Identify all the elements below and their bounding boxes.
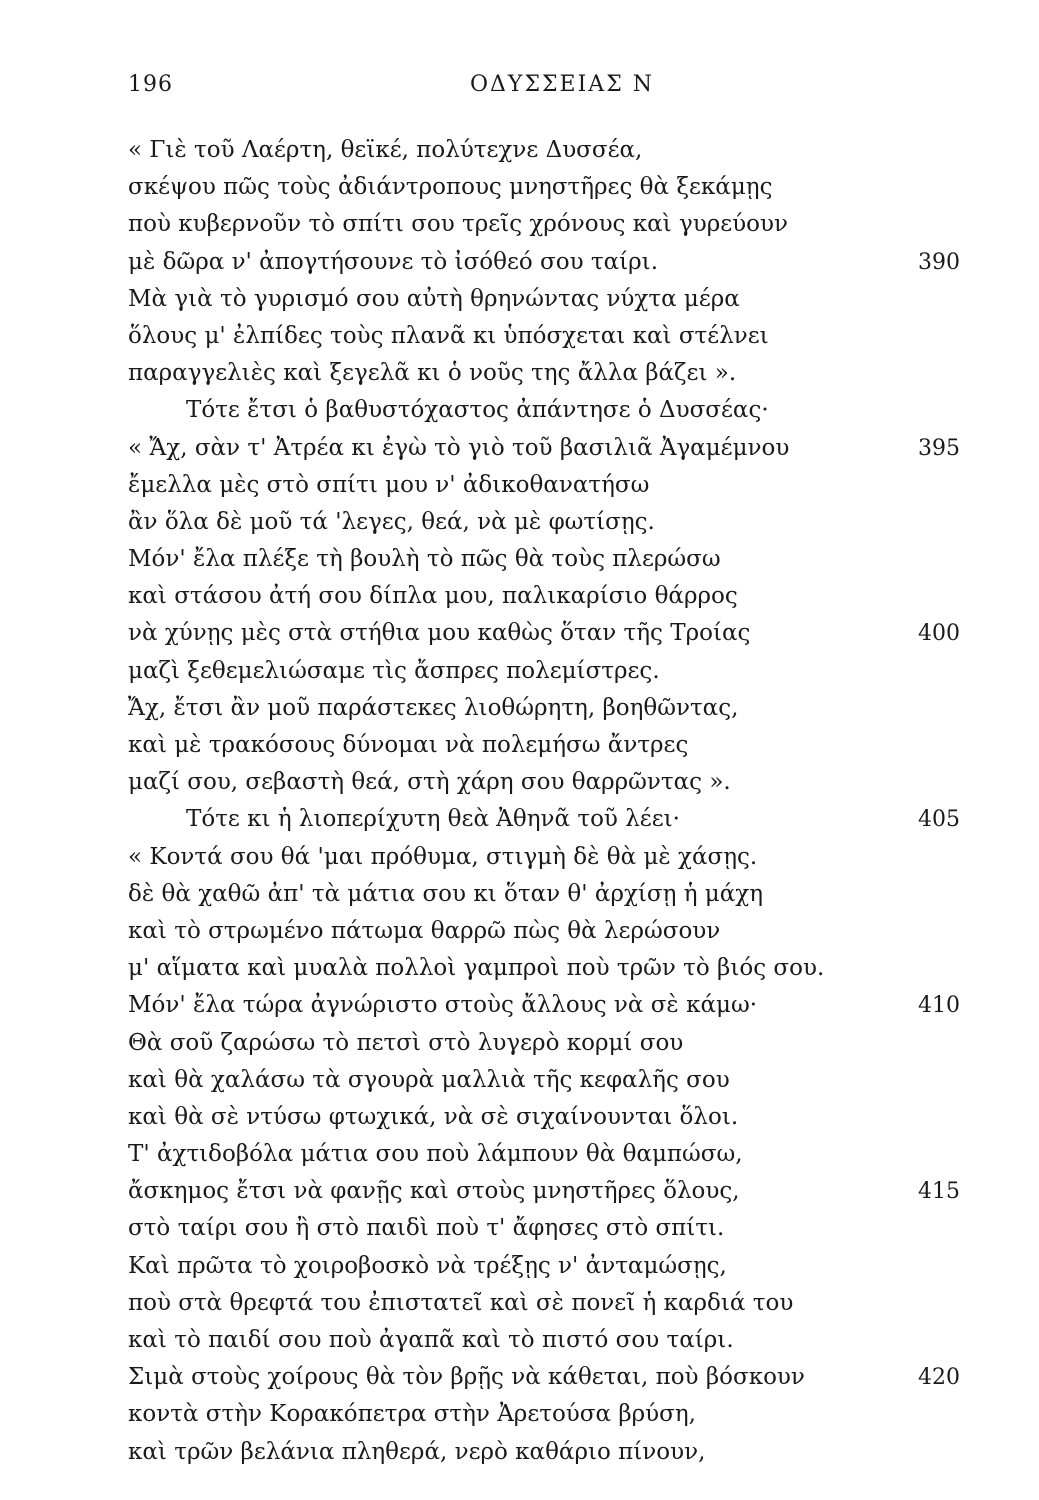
line-number: 390 bbox=[918, 249, 960, 275]
verse-text: καὶ τὸ στρωμένο πάτωμα θαρρῶ πὼς θὰ λερώσουν bbox=[128, 917, 721, 944]
verse-line bbox=[0, 392, 1039, 429]
verse-line bbox=[0, 504, 1039, 541]
verse-line bbox=[0, 355, 1039, 392]
verse-line bbox=[0, 690, 1039, 727]
verse-line bbox=[0, 169, 1039, 206]
verse-line bbox=[0, 1396, 1039, 1433]
verse-line bbox=[0, 1099, 1039, 1136]
verse-text: καὶ μὲ τρακόσους δύνομαι νὰ πολεμήσω ἄντρες bbox=[128, 732, 689, 758]
line-number: 395 bbox=[918, 435, 960, 461]
verse-line bbox=[0, 467, 1039, 504]
verse-line bbox=[0, 1210, 1039, 1247]
verse-text: ποὺ κυβερνοῦν τὸ σπίτι σου τρεῖς χρόνους καὶ γυρεύουν bbox=[128, 211, 788, 238]
verse-text: μαζί σου, σεβαστὴ θεά, στὴ χάρη σου θαρρῶντας ». bbox=[128, 769, 731, 796]
verse-text: καὶ θὰ σὲ ντύσω φτωχικά, νὰ σὲ σιχαίνουνται ὅλοι. bbox=[128, 1103, 739, 1130]
verse-text: « Κοντά σου θά 'μαι πρόθυμα, στιγμὴ δὲ θὰ μὲ χάσῃς. bbox=[128, 843, 758, 870]
line-number: 410 bbox=[918, 993, 960, 1019]
verse-line bbox=[0, 1136, 1039, 1173]
verse-text: ὅλους μ' ἐλπίδες τοὺς πλανᾶ κι ὑπόσχεται καὶ στέλνει bbox=[128, 322, 769, 349]
verse-text: ποὺ στὰ θρεφτά του ἐπιστατεῖ καὶ σὲ πονεῖ ἡ καρδιά του bbox=[128, 1289, 794, 1316]
verse-text: κοντὰ στὴν Κορακόπετρα στὴν Ἀρετούσα βρύση, bbox=[128, 1401, 696, 1428]
line-number: 400 bbox=[918, 621, 960, 647]
verse-line bbox=[0, 764, 1039, 801]
verse-text: Ἄχ, ἔτσι ἂν μοῦ παράστεκες λιοθώρητη, βοηθῶντας, bbox=[128, 694, 739, 721]
verse-text: ἄσκημος ἔτσι νὰ φανῇς καὶ στοὺς μνηστῆρες ὅλους, bbox=[128, 1178, 740, 1205]
verse-text: νὰ χύνῃς μὲς στὰ στήθια μου καθὼς ὅταν τῆς Τροίας bbox=[128, 620, 751, 647]
verse-text: μὲ δῶρα ν' ἀπογτήσουνε τὸ ἰσόθεό σου ταίρι. bbox=[128, 248, 658, 275]
verse-line bbox=[0, 1248, 1039, 1285]
verse-text: Μόν' ἔλα πλέξε τὴ βουλὴ τὸ πῶς θὰ τοὺς πλερώσω bbox=[128, 546, 721, 573]
running-head bbox=[0, 72, 1039, 106]
line-number: 405 bbox=[918, 807, 960, 833]
verse-text: καὶ στάσου ἀτή σου δίπλα μου, παλικαρίσιο θάρρος bbox=[128, 583, 738, 610]
verse-text: « Ἄχ, σὰν τ' Ἀτρέα κι ἐγὼ τὸ γιὸ τοῦ βασιλιᾶ Ἀγαμέμνου bbox=[128, 434, 790, 461]
verse-line bbox=[0, 1025, 1039, 1062]
verse-text: καὶ θὰ χαλάσω τὰ σγουρὰ μαλλιὰ τῆς κεφαλῆς σου bbox=[128, 1066, 730, 1093]
verse-line bbox=[0, 578, 1039, 615]
verse-text: Μὰ γιὰ τὸ γυρισμό σου αὐτὴ θρηνώντας νύχτα μέρα bbox=[128, 285, 740, 312]
verse-text: Σιμὰ στοὺς χοίρους θὰ τὸν βρῇς νὰ κάθεται, ποὺ βόσκουν bbox=[128, 1364, 805, 1391]
verse-line bbox=[0, 839, 1039, 876]
verse-line bbox=[0, 281, 1039, 318]
page-number: 196 bbox=[128, 72, 173, 97]
verse-line bbox=[0, 1434, 1039, 1471]
verse-text: μ' αἵματα καὶ μυαλὰ πολλοὶ γαμπροὶ ποὺ τρῶν τὸ βιός σου. bbox=[128, 955, 825, 982]
verse-line bbox=[0, 727, 1039, 764]
verse-text: Τ' ἀχτιδοβόλα μάτια σου ποὺ λάμπουν θὰ θαμπώσω, bbox=[128, 1141, 743, 1168]
verse-text: δὲ θὰ χαθῶ ἀπ' τὰ μάτια σου κι ὅταν θ' ἀρχίσῃ ἡ μάχη bbox=[128, 880, 763, 907]
verse-text: στὸ ταίρι σου ἢ στὸ παιδὶ ποὺ τ' ἄφησες στὸ σπίτι. bbox=[128, 1215, 725, 1242]
verse-line bbox=[0, 1285, 1039, 1322]
verse-line bbox=[0, 132, 1039, 169]
verse-line bbox=[0, 615, 1039, 652]
verse-text: « Γιὲ τοῦ Λαέρτη, θεϊκέ, πολύτεχνε Δυσσέα, bbox=[128, 137, 643, 163]
verse-line bbox=[0, 913, 1039, 950]
verse-text: Τότε ἔτσι ὁ βαθυστόχαστος ἀπάντησε ὁ Δυσσέας· bbox=[186, 397, 769, 424]
line-number: 420 bbox=[918, 1365, 960, 1391]
verse-line bbox=[0, 541, 1039, 578]
verse-text: Τότε κι ἡ λιοπερίχυτη θεὰ Ἀθηνᾶ τοῦ λέει· bbox=[186, 806, 680, 833]
verse-line bbox=[0, 430, 1039, 467]
verse-line bbox=[0, 801, 1039, 838]
verse-line bbox=[0, 206, 1039, 243]
verse-block bbox=[0, 132, 1039, 1471]
verse-text: ἂν ὅλα δὲ μοῦ τά 'λεγες, θεά, νὰ μὲ φωτίσῃς. bbox=[128, 508, 655, 535]
line-number: 415 bbox=[918, 1179, 960, 1205]
verse-line bbox=[0, 950, 1039, 987]
book-title: ΟΔΥΣΣΕΙΑΣ Ν bbox=[470, 72, 654, 97]
verse-text: Θὰ σοῦ ζαρώσω τὸ πετσὶ στὸ λυγερὸ κορμί σου bbox=[128, 1029, 684, 1056]
verse-line bbox=[0, 987, 1039, 1024]
verse-line bbox=[0, 1173, 1039, 1210]
verse-text: σκέψου πῶς τοὺς ἀδιάντροπους μνηστῆρες θὰ ξεκάμῃς bbox=[128, 174, 773, 201]
verse-text: παραγγελιὲς καὶ ξεγελᾶ κι ὁ νοῦς της ἄλλα βάζει ». bbox=[128, 360, 737, 387]
verse-line bbox=[0, 318, 1039, 355]
verse-text: ἔμελλα μὲς στὸ σπίτι μου ν' ἀδικοθανατήσω bbox=[128, 471, 650, 498]
verse-text: μαζὶ ξεθεμελιώσαμε τὶς ἄσπρες πολεμίστρες. bbox=[128, 657, 660, 684]
verse-text: Καὶ πρῶτα τὸ χοιροβοσκὸ νὰ τρέξῃς ν' ἀνταμώσῃς, bbox=[128, 1252, 727, 1279]
verse-line bbox=[0, 1322, 1039, 1359]
verse-line bbox=[0, 653, 1039, 690]
verse-line bbox=[0, 876, 1039, 913]
verse-line bbox=[0, 1359, 1039, 1396]
verse-line bbox=[0, 244, 1039, 281]
verse-text: καὶ τρῶν βελάνια πληθερά, νερὸ καθάριο πίνουν, bbox=[128, 1438, 706, 1465]
verse-line bbox=[0, 1062, 1039, 1099]
verse-text: Μόν' ἔλα τώρα ἀγνώριστο στοὺς ἄλλους νὰ σὲ κάμω· bbox=[128, 992, 758, 1019]
verse-text: καὶ τὸ παιδί σου ποὺ ἀγαπᾶ καὶ τὸ πιστό σου ταίρι. bbox=[128, 1327, 734, 1353]
